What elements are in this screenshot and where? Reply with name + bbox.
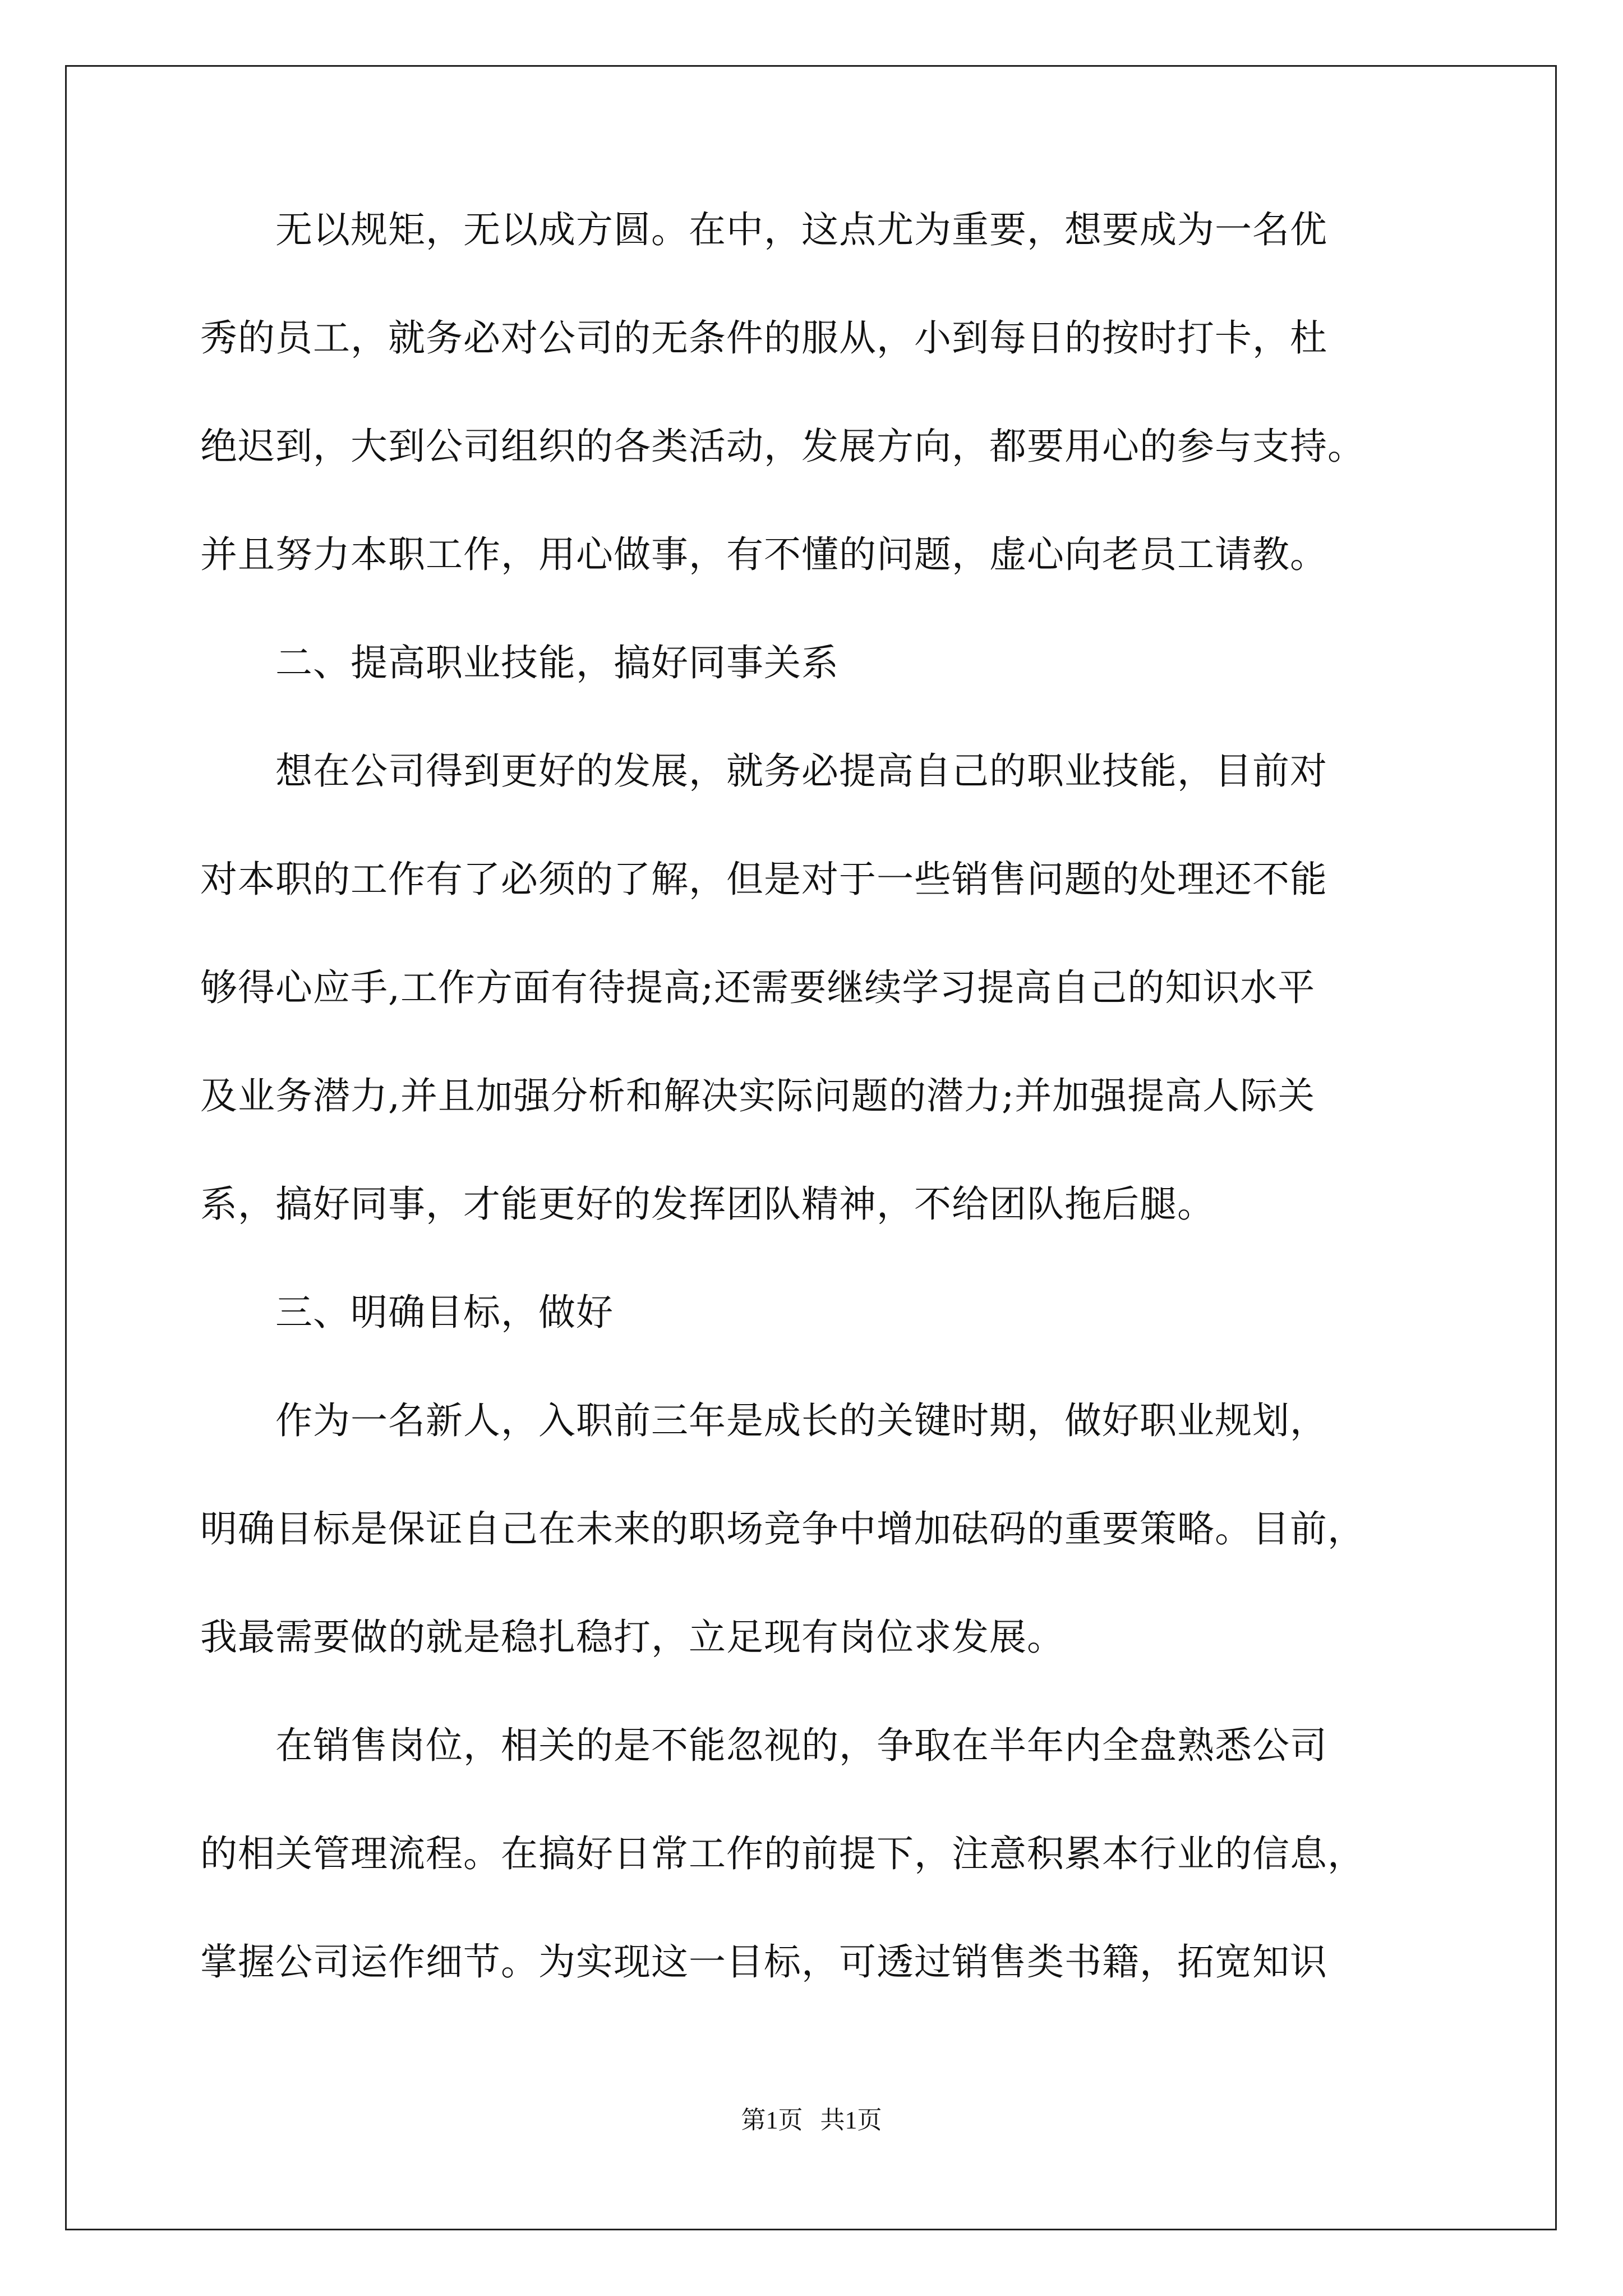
text-line: 想在公司得到更好的发展，就务必提高自己的职业技能，目前对 xyxy=(200,749,1327,793)
text-line: 作为一名新人，入职前三年是成长的关键时期，做好职业规划， xyxy=(200,1399,1327,1442)
page-footer xyxy=(0,2104,1623,2137)
text-line: 的相关管理流程。在搞好日常工作的前提下，注意积累本行业的信息， xyxy=(200,1832,1365,1875)
page-border xyxy=(65,65,1557,2230)
text-line: 我最需要做的就是稳扎稳打，立足现有岗位求发展。 xyxy=(200,1616,1064,1659)
text-line: 及业务潜力,并且加强分析和解决实际问题的潜力;并加强提高人际关 xyxy=(200,1074,1316,1117)
text-line: 掌握公司运作细节。为实现这一目标，可透过销售类书籍，拓宽知识 xyxy=(200,1940,1327,1984)
text-line: 系，搞好同事，才能更好的发挥团队精神，不给团队拖后腿。 xyxy=(200,1182,1215,1226)
page-number: 第1页 xyxy=(741,2106,803,2134)
total-pages: 共1页 xyxy=(820,2106,882,2134)
text-line: 秀的员工，就务必对公司的无条件的服从，小到每日的按时打卡，杜 xyxy=(200,316,1327,360)
text-line: 并且努力本职工作，用心做事，有不懂的问题，虚心向老员工请教。 xyxy=(200,533,1327,576)
text-line: 在销售岗位，相关的是不能忽视的，争取在半年内全盘熟悉公司 xyxy=(200,1724,1327,1767)
text-line: 无以规矩，无以成方圆。在中，这点尤为重要，想要成为一名优 xyxy=(200,208,1327,251)
text-line: 明确目标是保证自己在未来的职场竞争中增加砝码的重要策略。目前， xyxy=(200,1507,1365,1550)
text-line: 对本职的工作有了必须的了解，但是对于一些销售问题的处理还不能 xyxy=(200,858,1327,901)
text-line: 够得心应手,工作方面有待提高;还需要继续学习提高自己的知识水平 xyxy=(200,966,1316,1009)
section-heading: 二、提高职业技能，搞好同事关系 xyxy=(200,641,839,684)
section-heading: 三、明确目标，做好 xyxy=(200,1291,614,1334)
text-line: 绝迟到，大到公司组织的各类活动，发展方向，都要用心的参与支持。 xyxy=(200,425,1365,468)
